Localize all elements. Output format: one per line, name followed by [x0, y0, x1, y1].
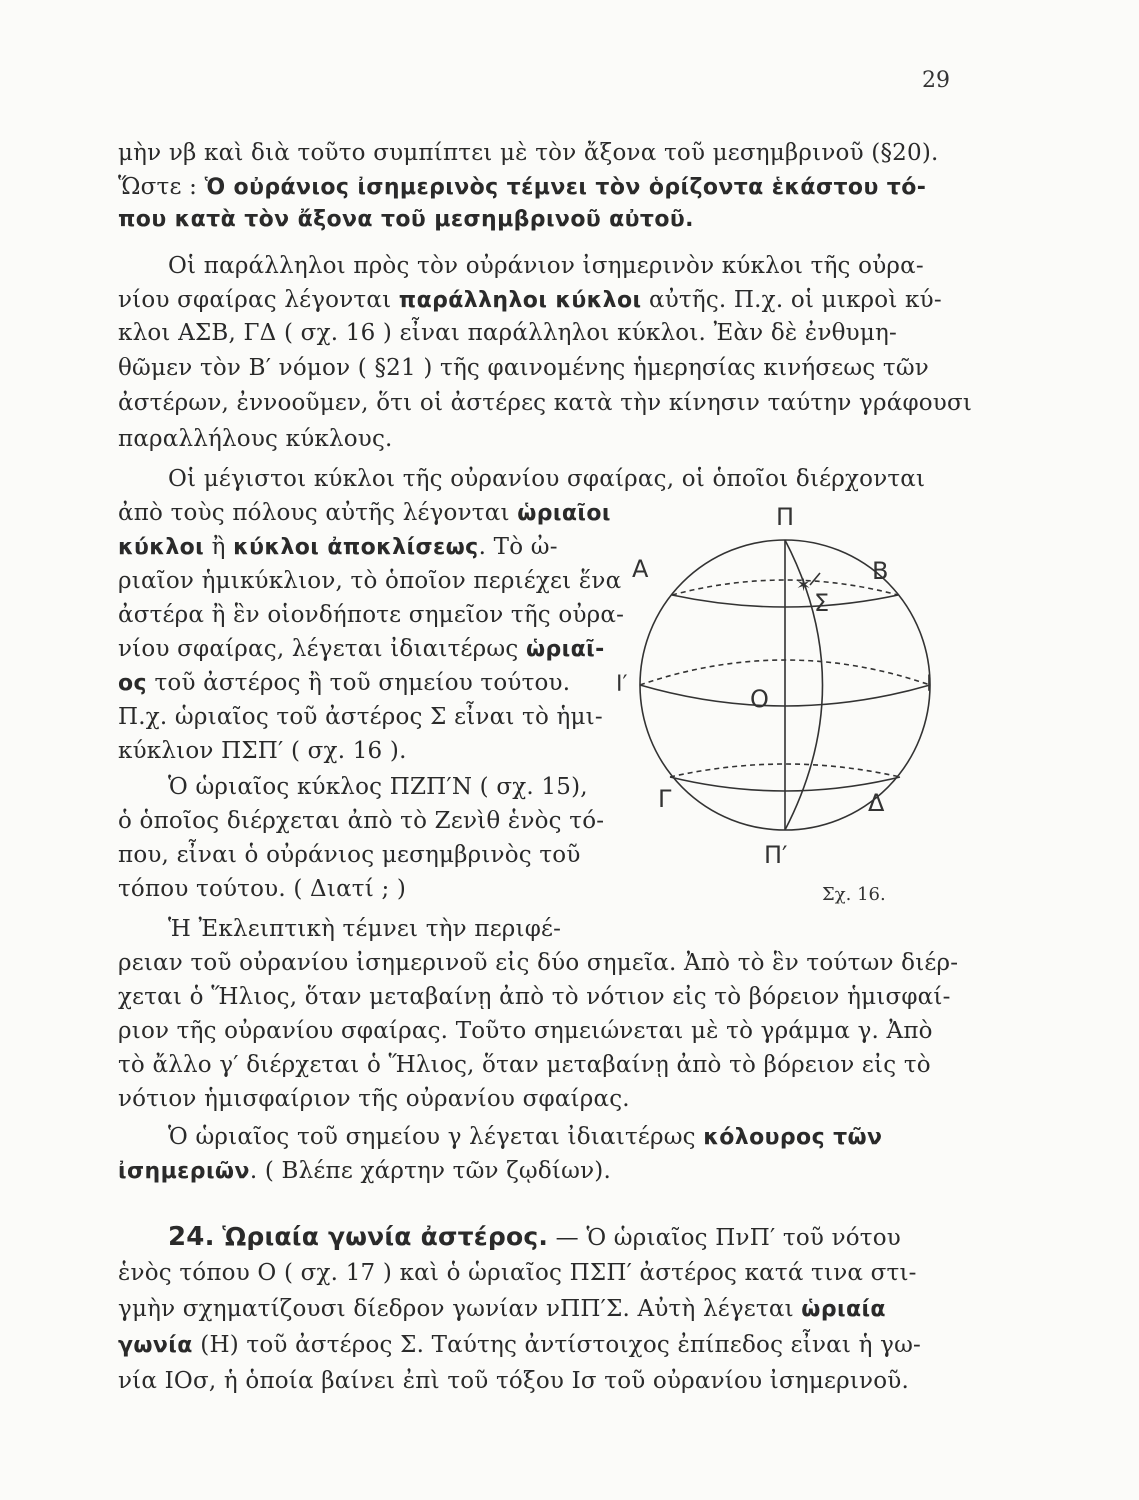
- term-hour-angle: ὡριαία: [801, 1297, 886, 1322]
- p2-line-6: παραλλήλους κύκλους.: [118, 426, 393, 452]
- p3-line-8: Π.χ. ὡριαῖος τοῦ ἀστέρος Σ εἶναι τὸ ἡμι-: [118, 704, 603, 730]
- p1-line-2: [118, 172, 926, 203]
- label-I: Ι: [926, 672, 933, 697]
- figure-16: [610, 495, 950, 875]
- p2-line-1: Οἱ παράλληλοι πρὸς τὸν οὐράνιον ἰσημερινὸν κύκλοι τῆς οὐρα-: [168, 253, 924, 279]
- p3-line-5: ἀστέρα ἢ ἓν οἱονδήποτε σημεῖον τῆς οὐρα-: [118, 602, 625, 628]
- p5-line-6: νότιον ἡμισφαίριον τῆς οὐρανίου σφαίρας.: [118, 1086, 630, 1112]
- celestial-sphere-diagram: [610, 495, 950, 875]
- section-24-line-1-rest: — Ὁ ὡριαῖος ΠνΠ′ τοῦ νότου: [548, 1225, 901, 1251]
- label-A: Α: [632, 555, 649, 583]
- p6-line-2-b: . ( Βλέπε χάρτην τῶν ζῳδίων).: [249, 1158, 611, 1184]
- p3-line-6-a: νίου σφαίρας, λέγεται ἰδιαιτέρως: [118, 636, 526, 662]
- term-declination-circles: κύκλοι ἀποκλίσεως: [233, 535, 479, 560]
- p5-line-2: ρειαν τοῦ οὐρανίου ἰσημερινοῦ εἰς δύο σημεῖα. Ἀπὸ τὸ ἓν τούτων διέρ-: [118, 950, 959, 976]
- label-I-prime: Ι′: [616, 672, 628, 697]
- section-24-line-1: [168, 1222, 901, 1253]
- p3-line-3-d: . Τὸ ὠ-: [478, 534, 558, 560]
- section-24-line-3: [118, 1294, 886, 1325]
- term-equinoctial-colure: κόλουρος τῶν: [703, 1125, 883, 1150]
- section-24-line-4-b: (Η) τοῦ ἀστέρος Σ. Ταύτης ἀντίστοιχος ἐπίπεδος εἶναι ἡ γω-: [192, 1332, 921, 1358]
- figure-caption: Σχ. 16.: [822, 884, 886, 905]
- p3-line-3: [118, 532, 558, 563]
- p3-line-6: [118, 634, 605, 665]
- p2-line-2-c: αὐτῆς. Π.χ. οἱ μικροὶ κύ-: [641, 287, 942, 313]
- p2-line-4: θῶμεν τὸν Β′ νόμον ( §21 ) τῆς φαινομένης ἡμερησίας κινήσεως τῶν: [118, 355, 929, 381]
- section-number: 24.: [168, 1222, 215, 1252]
- p6-line-1: [168, 1122, 882, 1153]
- p2-line-3: κλοι ΑΣΒ, ΓΔ ( σχ. 16 ) εἶναι παράλληλοι κύκλοι. Ἐὰν δὲ ἐνθυμη-: [118, 320, 897, 346]
- term-hour-circle-of: ὡριαῖ-: [525, 637, 605, 662]
- p6-line-1-a: Ὁ ὡριαῖος τοῦ σημείου γ λέγεται ἰδιαιτέρως: [168, 1124, 704, 1150]
- p3-line-1: Οἱ μέγιστοι κύκλοι τῆς οὐρανίου σφαίρας, οἱ ὁποῖοι διέρχονται: [168, 466, 926, 492]
- label-S: Σ: [814, 589, 830, 617]
- p2-line-5: ἀστέρων, ἐννοοῦμεν, ὅτι οἱ ἀστέρες κατὰ τὴν κίνησιν ταύτην γράφουσι: [118, 390, 973, 416]
- section-24-line-2: ἑνὸς τόπου Ο ( σχ. 17 ) καὶ ὁ ὡριαῖος ΠΣΠ′ ἀστέρος κατά τινα στι-: [118, 1260, 917, 1286]
- p4-line-2: ὁ ὁποῖος διέρχεται ἀπὸ τὸ Ζενὶθ ἑνὸς τό-: [118, 808, 605, 834]
- label-P-prime: Π′: [764, 841, 788, 869]
- term-hour-circle-suffix: ος: [118, 671, 147, 696]
- p3-line-7-b: τοῦ ἀστέρος ἢ τοῦ σημείου τούτου.: [146, 670, 571, 696]
- label-G: Γ: [658, 785, 672, 813]
- term-hour-circles: ὡριαῖοι: [517, 501, 611, 526]
- p3-line-2: [118, 498, 611, 529]
- p3-line-7: [118, 668, 570, 699]
- section-24-line-3-a: γμὴν σχηματίζουσι δίεδρον γωνίαν νΠΠ′Σ. Αὐτὴ λέγεται: [118, 1296, 802, 1322]
- page-number: 29: [922, 68, 950, 93]
- p3-line-4: ριαῖον ἡμικύκλιον, τὸ ὁποῖον περιέχει ἕνα: [118, 568, 622, 594]
- term-parallel-circles: παράλληλοι κύκλοι: [398, 288, 642, 313]
- term-circles: κύκλοι: [118, 535, 205, 560]
- section-title: Ὡριαία γωνία ἀστέρος.: [222, 1222, 549, 1251]
- p5-line-5: τὸ ἄλλο γ′ διέρχεται ὁ Ἥλιος, ὅταν μεταβαίνῃ ἀπὸ τὸ βόρειον εἰς τὸ: [118, 1052, 931, 1078]
- p1-line-1: μὴν νβ καὶ διὰ τοῦτο συμπίπτει μὲ τὸν ἄξονα τοῦ μεσημβρινοῦ (§20).: [118, 140, 939, 166]
- p1-theorem-bold-cont: που κατὰ τὸν ἄξονα τοῦ μεσημβρινοῦ αὐτοῦ.: [118, 207, 694, 232]
- star-icon: ✶: [796, 575, 812, 596]
- p1-theorem-bold: Ὁ οὐράνιος ἰσημερινὸς τέμνει τὸν ὁρίζοντα ἑκάστου τό-: [204, 175, 927, 200]
- p1-line-2-lead: Ὥστε :: [118, 174, 205, 200]
- p3-line-9: κύκλιον ΠΣΠ′ ( σχ. 16 ).: [118, 738, 407, 764]
- section-24-line-4: [118, 1330, 921, 1361]
- label-O: Ο: [750, 685, 769, 713]
- label-P: Π: [776, 503, 795, 531]
- term-equinoxes: ἰσημεριῶν: [118, 1159, 250, 1184]
- p4-line-1: Ὁ ὡριαῖος κύκλος ΠΖΠ′Ν ( σχ. 15),: [168, 774, 588, 800]
- p3-line-3-or: ἢ: [204, 534, 234, 560]
- star-marker-line: [810, 573, 820, 585]
- label-D: Δ: [868, 789, 885, 817]
- p1-line-3: [118, 204, 694, 235]
- p5-line-3: χεται ὁ Ἥλιος, ὅταν μεταβαίνῃ ἀπὸ τὸ νότιον εἰς τὸ βόρειον ἡμισφαί-: [118, 984, 951, 1010]
- term-angle: γωνία: [118, 1333, 193, 1358]
- p2-line-2: [118, 285, 942, 316]
- p4-line-4: τόπου τούτου. ( Διατί ; ): [118, 876, 407, 902]
- p4-line-3: που, εἶναι ὁ οὐράνιος μεσημβρινὸς τοῦ: [118, 842, 581, 868]
- label-B: Β: [872, 557, 889, 585]
- section-24-line-5: νία ΙΟσ, ἡ ὁποία βαίνει ἐπὶ τοῦ τόξου Ισ τοῦ οὐρανίου ἰσημερινοῦ.: [118, 1368, 909, 1394]
- p2-line-2-a: νίου σφαίρας λέγονται: [118, 287, 399, 313]
- p6-line-2: [118, 1156, 611, 1187]
- p5-line-1: Ἡ Ἐκλειπτικὴ τέμνει τὴν περιφέ-: [168, 916, 562, 942]
- p3-line-2-a: ἀπὸ τοὺς πόλους αὐτῆς λέγονται: [118, 500, 518, 526]
- p5-line-4: ριον τῆς οὐρανίου σφαίρας. Τοῦτο σημειώνεται μὲ τὸ γράμμα γ. Ἀπὸ: [118, 1018, 933, 1044]
